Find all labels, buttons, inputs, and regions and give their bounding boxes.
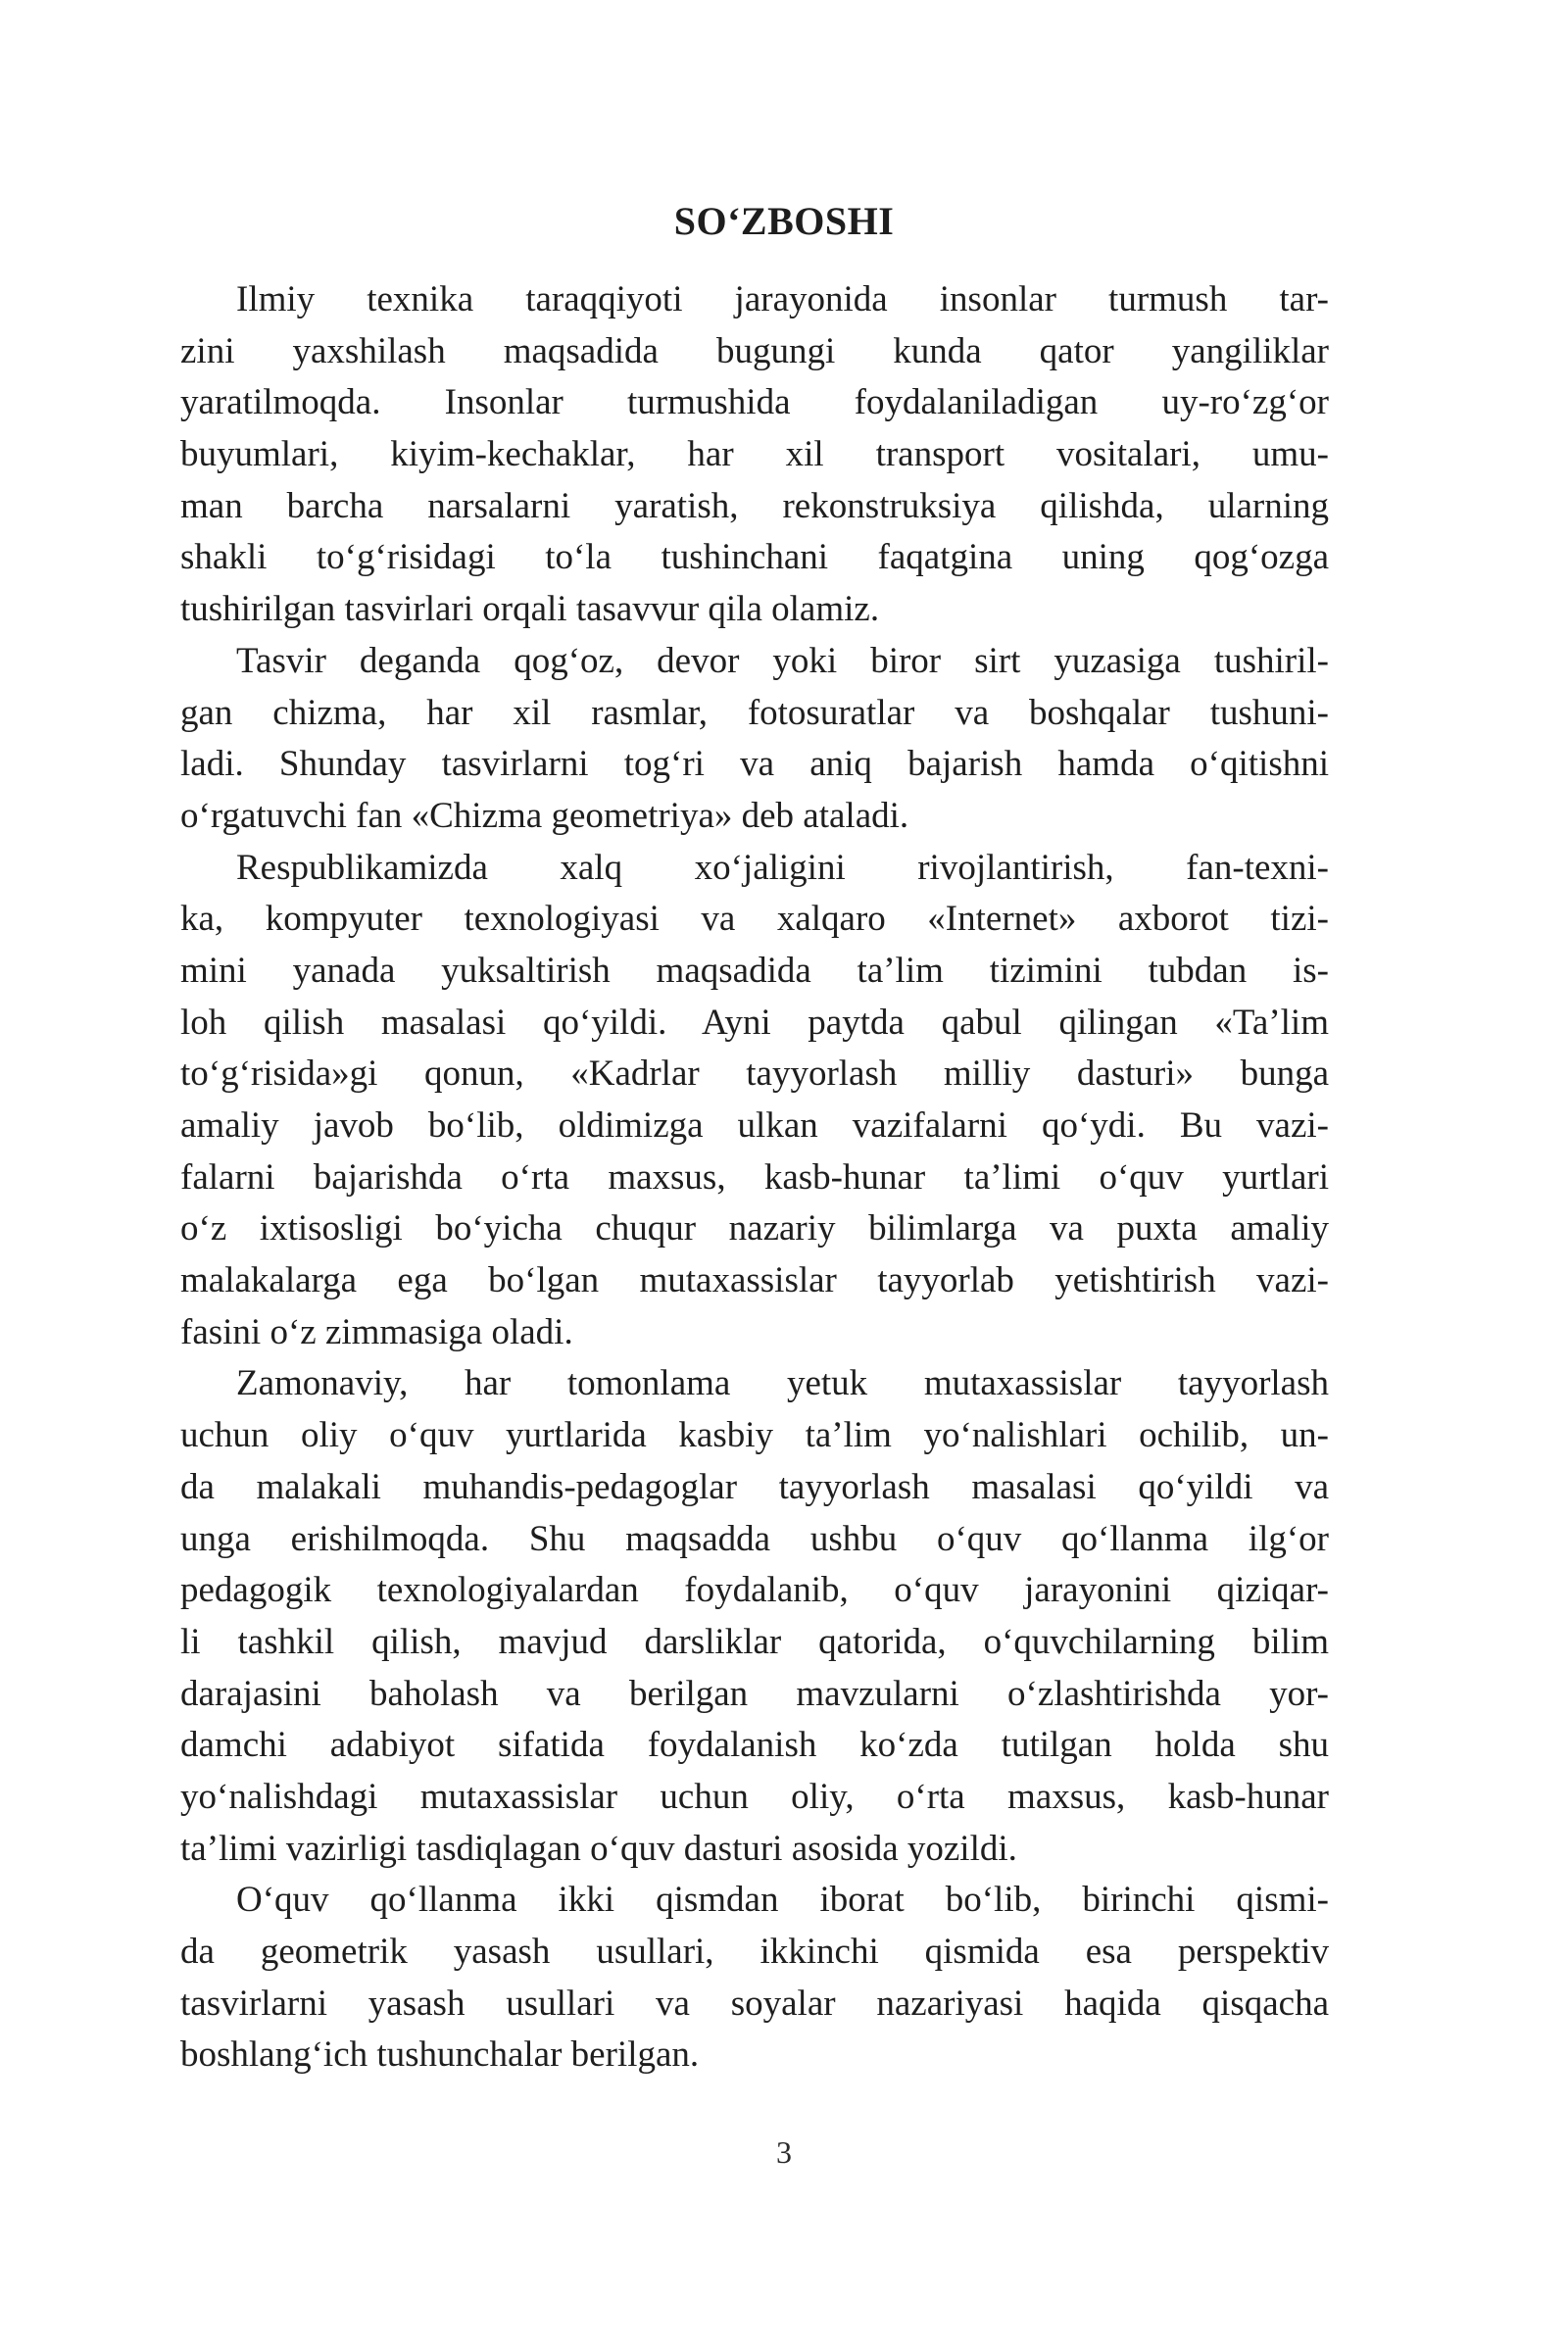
- body-text: [180, 274, 1329, 2082]
- paragraph-2: [180, 636, 1329, 843]
- text-line: buyumlari, kiyim-kechaklar, har xil transport vositalari, umu-: [180, 434, 1329, 475]
- text-line: O‘quv qo‘llanma ikki qismdan iborat bo‘lib, birinchi qismi-: [236, 1880, 1329, 1921]
- paragraph-4: [180, 1358, 1329, 1875]
- paragraph-3: [180, 843, 1329, 1359]
- text-line: ladi. Shunday tasvirlarni tog‘ri va aniq bajarish hamda o‘qitishni: [180, 744, 1329, 785]
- paragraph-1: [180, 274, 1329, 636]
- text-line: li tashkil qilish, mavjud darsliklar qatorida, o‘quvchilarning bilim: [180, 1621, 1329, 1662]
- text-line: falarni bajarishda o‘rta maxsus, kasb-hunar ta’limi o‘quv yurtlari: [180, 1156, 1329, 1198]
- text-line: uchun oliy o‘quv yurtlarida kasbiy ta’lim yo‘nalishlari ochilib, un-: [180, 1415, 1329, 1456]
- text-line: Zamonaviy, har tomonlama yetuk mutaxassislar tayyorlash: [236, 1363, 1329, 1404]
- text-line: mini yanada yuksaltirish maqsadida ta’lim tizimini tubdan is-: [180, 950, 1329, 991]
- text-line: unga erishilmoqda. Shu maqsadda ushbu o‘quv qo‘llanma ilg‘or: [180, 1518, 1329, 1559]
- text-line: yaratilmoqda. Insonlar turmushida foydalaniladigan uy-ro‘zg‘or: [180, 382, 1329, 423]
- text-line: shakli to‘g‘risidagi to‘la tushinchani faqatgina uning qog‘ozga: [180, 537, 1329, 578]
- text-line: fasini o‘z zimmasiga oladi.: [180, 1311, 573, 1352]
- text-line: darajasini baholash va berilgan mavzularni o‘zlashtirishda yor-: [180, 1673, 1329, 1714]
- text-line: o‘z ixtisosligi bo‘yicha chuqur nazariy bilimlarga va puxta amaliy: [180, 1208, 1329, 1250]
- text-line: damchi adabiyot sifatida foydalanish ko‘zda tutilgan holda shu: [180, 1725, 1329, 1766]
- text-line: ka, kompyuter texnologiyasi va xalqaro «Internet» axborot tizi-: [180, 899, 1329, 940]
- text-line: gan chizma, har xil rasmlar, fotosuratlar va boshqalar tushuni-: [180, 692, 1329, 733]
- text-line: to‘g‘risida»gi qonun, «Kadrlar tayyorlash milliy dasturi» bunga: [180, 1054, 1329, 1095]
- text-line: pedagogik texnologiyalardan foydalanib, o‘quv jarayonini qiziqar-: [180, 1570, 1329, 1611]
- text-line: o‘rgatuvchi fan «Chizma geometriya» deb ataladi.: [180, 795, 909, 836]
- text-line: zini yaxshilash maqsadida bugungi kunda qator yangiliklar: [180, 330, 1329, 371]
- text-line: man barcha narsalarni yaratish, rekonstruksiya qilishda, ularning: [180, 485, 1329, 526]
- page-title: SO‘ZBOSHI: [673, 199, 895, 243]
- text-line: malakalarga ega bo‘lgan mutaxassislar tayyorlab yetishtirish vazi-: [180, 1260, 1329, 1301]
- text-line: ta’limi vazirligi tasdiqlagan o‘quv dasturi asosida yozildi.: [180, 1828, 1017, 1869]
- text-line: boshlang‘ich tushunchalar berilgan.: [180, 2034, 700, 2076]
- paragraph-5: [180, 1875, 1329, 2082]
- text-line: Respublikamizda xalq xo‘jaligini rivojlantirish, fan-texni-: [236, 847, 1329, 888]
- text-line: Tasvir deganda qog‘oz, devor yoki biror sirt yuzasiga tushiril-: [236, 640, 1329, 681]
- text-line: yo‘nalishdagi mutaxassislar uchun oliy, o‘rta maxsus, kasb-hunar: [180, 1776, 1329, 1817]
- text-line: amaliy javob bo‘lib, oldimizga ulkan vazifalarni qo‘ydi. Bu vazi-: [180, 1105, 1329, 1146]
- text-line: tushirilgan tasvirlari orqali tasavvur qila olamiz.: [180, 589, 880, 630]
- text-line: tasvirlarni yasash usullari va soyalar nazariyasi haqida qisqacha: [180, 1983, 1329, 2024]
- text-line: da malakali muhandis-pedagoglar tayyorlash masalasi qo‘yildi va: [180, 1466, 1329, 1507]
- page-number: 3: [776, 2134, 792, 2170]
- text-line: da geometrik yasash usullari, ikkinchi qismida esa perspektiv: [180, 1932, 1329, 1972]
- text-line: Ilmiy texnika taraqqiyoti jarayonida insonlar turmush tar-: [236, 279, 1329, 319]
- text-line: loh qilish masalasi qo‘yildi. Ayni paytda qabul qilingan «Ta’lim: [180, 1002, 1329, 1043]
